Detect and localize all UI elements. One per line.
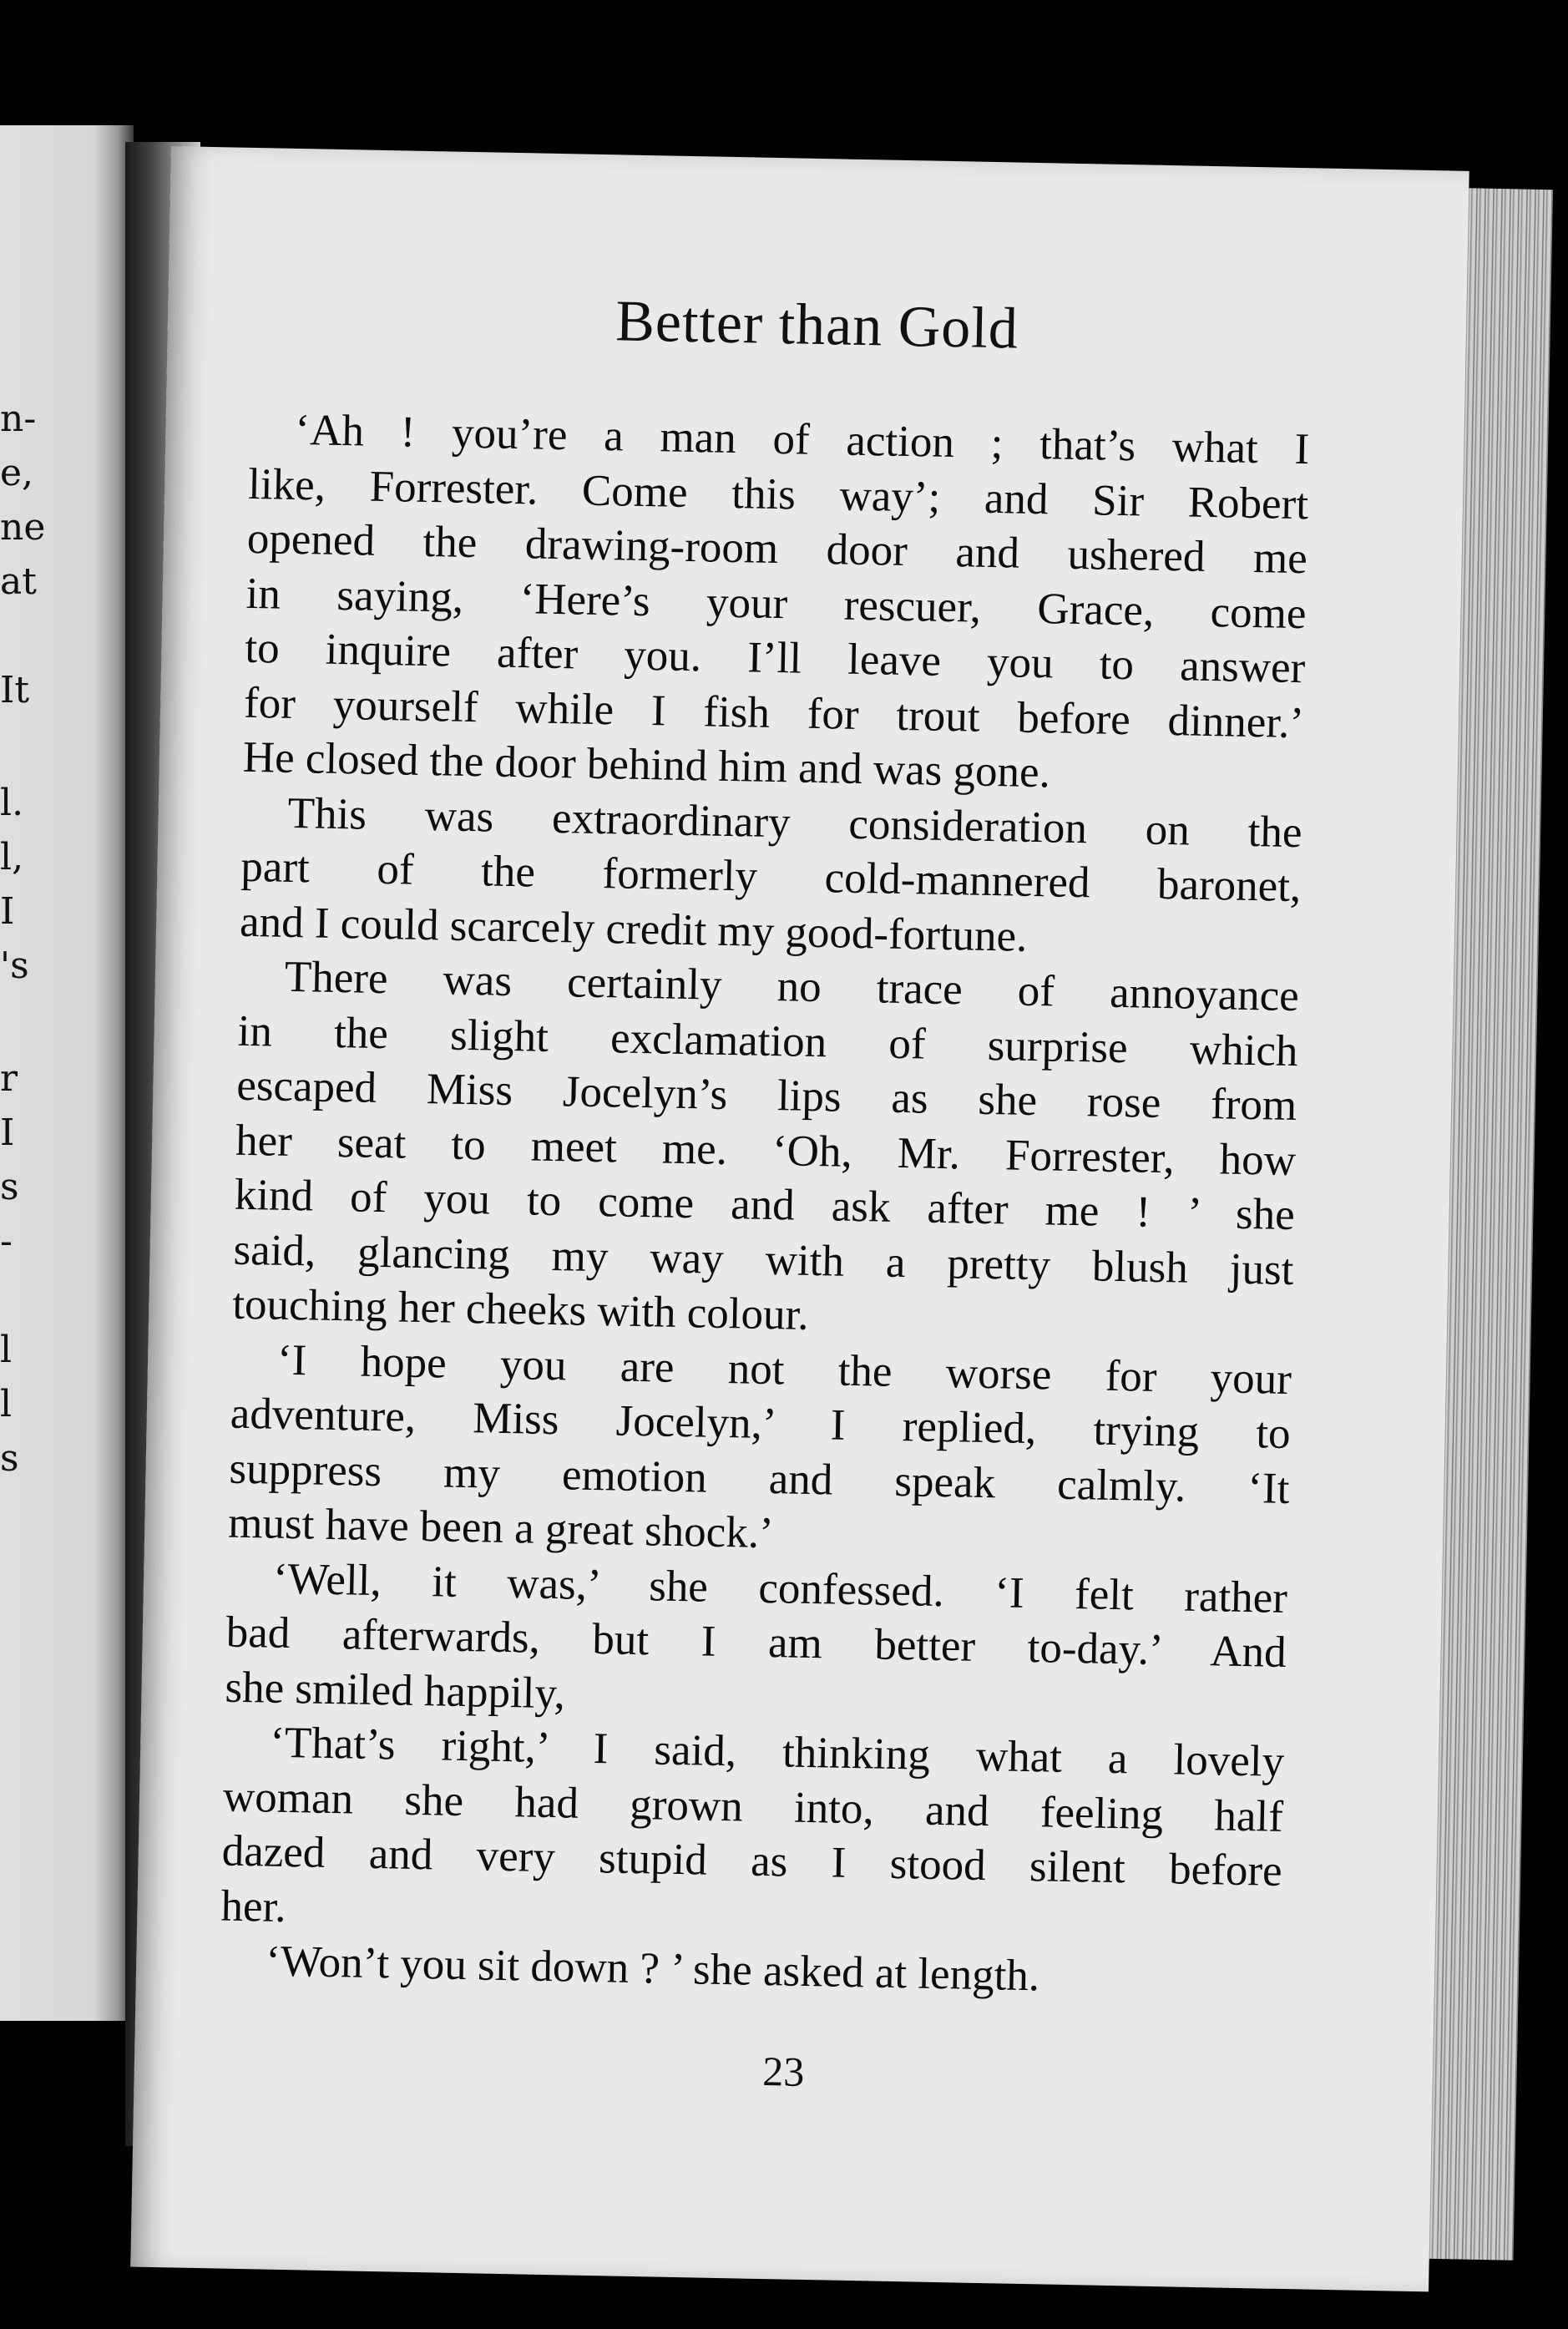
left-page-fragment: 's bbox=[0, 944, 29, 987]
text-line: escaped Miss Jocelyn’s lips as she rose from bbox=[235, 1061, 1297, 1131]
left-page-fragment: It bbox=[0, 669, 30, 711]
left-page-fragment: I bbox=[0, 890, 15, 933]
left-page-fragment: ne bbox=[0, 506, 46, 549]
text-line: in the slight exclamation of surprise which bbox=[237, 1006, 1299, 1076]
left-page-fragment: r bbox=[0, 1057, 18, 1100]
text-line: said, glancing my way with a pretty blush just bbox=[233, 1225, 1294, 1294]
text-line: like, Forrester. Come this way’; and Sir Robert bbox=[247, 459, 1309, 529]
book-page bbox=[130, 146, 1469, 2291]
text-line: in saying, ‘Here’s your rescuer, Grace, come bbox=[245, 569, 1308, 638]
text-line: to inquire after you. I’ll leave you to answer bbox=[244, 623, 1306, 693]
text-line: she smiled happily, bbox=[225, 1663, 566, 1718]
left-page-fragment: l, bbox=[0, 836, 24, 878]
page-body bbox=[220, 403, 1310, 2009]
page-number: 23 bbox=[761, 2048, 805, 2095]
left-page-fragment: l. bbox=[0, 782, 24, 824]
text-line: dazed and very stupid as I stood silent before bbox=[221, 1826, 1283, 1896]
left-page-fragment: s bbox=[0, 1437, 19, 1480]
left-page bbox=[0, 125, 134, 2021]
text-line: kind of you to come and ask after me ! ’ she bbox=[234, 1170, 1296, 1240]
text-line: suppress my emotion and speak calmly. ‘It bbox=[229, 1444, 1290, 1513]
text-line: and I could scarcely credit my good-fortune. bbox=[239, 897, 1028, 961]
text-line: touching her cheeks with colour. bbox=[231, 1279, 810, 1339]
text-line: ‘Well, it was,’ she confessed. ‘I felt rather bbox=[272, 1554, 1288, 1623]
text-line: opened the drawing-room door and ushered me bbox=[246, 514, 1308, 584]
text-line: for yourself while I fish for trout before dinner.’ bbox=[243, 678, 1305, 747]
text-line: There was certainly no trace of annoyance bbox=[284, 952, 1300, 1021]
text-line: ‘Won’t you sit down ? ’ she asked at length. bbox=[265, 1937, 1040, 2001]
text-line: He closed the door behind him and was gone. bbox=[242, 732, 1051, 797]
left-page-fragment: l bbox=[0, 1329, 13, 1371]
text-line: This was extraordinary consideration on the bbox=[287, 788, 1303, 857]
left-page-fragment: s bbox=[0, 1166, 19, 1208]
text-line: ‘I hope you are not the worse for your bbox=[276, 1335, 1292, 1404]
text-line: her seat to meet me. ‘Oh, Mr. Forrester, how bbox=[235, 1116, 1297, 1185]
left-page-fragment: at bbox=[0, 560, 37, 603]
running-head: Better than Gold bbox=[615, 289, 1019, 362]
left-page-fragment: I bbox=[0, 1111, 15, 1154]
left-page-fragment: n- bbox=[0, 397, 37, 440]
left-page-fragment: l bbox=[0, 1383, 13, 1425]
text-line: bad afterwards, but I am better to-day.’ And bbox=[225, 1608, 1287, 1677]
text-line: part of the formerly cold-mannered baronet, bbox=[240, 842, 1302, 912]
left-page-fragment: - bbox=[0, 1220, 13, 1263]
text-line: ‘Ah ! you’re a man of action ; that’s what I bbox=[294, 405, 1310, 474]
text-line: woman she had grown into, and feeling half bbox=[222, 1772, 1284, 1841]
text-line: her. bbox=[220, 1881, 287, 1932]
left-page-fragment: e, bbox=[0, 452, 34, 494]
text-line: ‘That’s right,’ I said, thinking what a lovely bbox=[269, 1718, 1285, 1786]
text-line: adventure, Miss Jocelyn,’ I replied, trying to bbox=[230, 1389, 1292, 1459]
text-line: must have been a great shock.’ bbox=[227, 1498, 775, 1558]
